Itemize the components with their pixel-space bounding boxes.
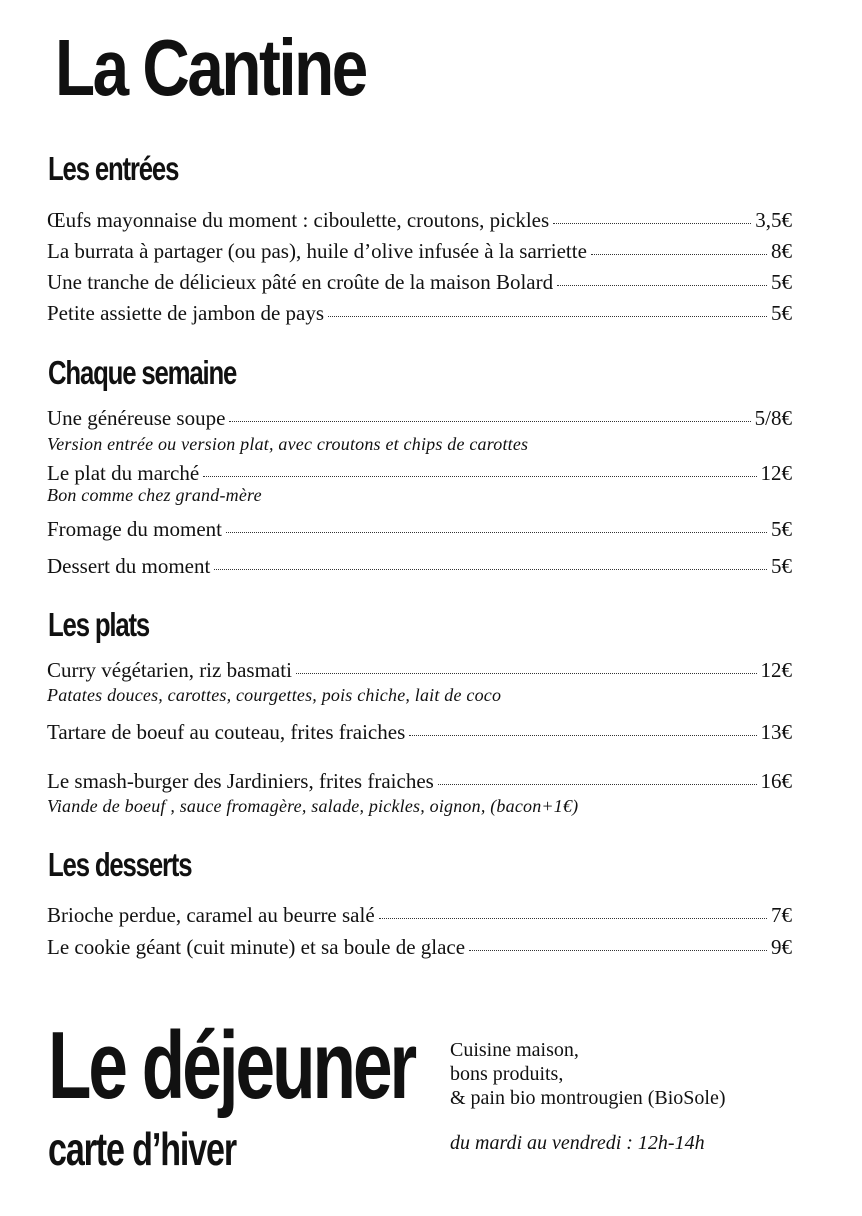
menu-item-soupe bbox=[47, 408, 792, 429]
item-price: 12€ bbox=[760, 658, 792, 682]
item-price: 13€ bbox=[760, 720, 792, 744]
dot-leader bbox=[296, 673, 757, 674]
info-line: & pain bio montrougien (BioSole) bbox=[450, 1087, 726, 1109]
item-name: Le cookie géant (cuit minute) et sa boule de glace bbox=[47, 935, 466, 959]
menu-item-oeufs bbox=[47, 210, 792, 231]
item-name: Dessert du moment bbox=[47, 554, 211, 578]
dot-leader bbox=[553, 223, 751, 224]
item-price: 8€ bbox=[771, 239, 792, 263]
item-price: 5€ bbox=[771, 301, 792, 325]
dot-leader bbox=[438, 784, 757, 785]
dot-leader bbox=[379, 918, 767, 919]
dot-leader bbox=[203, 476, 756, 477]
item-name: Le plat du marché bbox=[47, 461, 200, 485]
dot-leader bbox=[557, 285, 767, 286]
menu-item-fromage bbox=[47, 519, 792, 540]
section-title-semaine: Chaque semaine bbox=[48, 354, 237, 391]
menu-item-pate bbox=[47, 272, 792, 293]
menu-item-jambon bbox=[47, 303, 792, 324]
footer-title: Le déjeuner bbox=[48, 1012, 415, 1119]
menu-item-smash-burger bbox=[47, 771, 792, 792]
item-name: Brioche perdue, caramel au beurre salé bbox=[47, 903, 375, 927]
item-name: Le smash-burger des Jardiniers, frites fraiches bbox=[47, 769, 434, 793]
item-name: Fromage du moment bbox=[47, 517, 222, 541]
item-price: 9€ bbox=[771, 935, 792, 959]
dot-leader bbox=[469, 950, 767, 951]
menu-item-plat-du-marche bbox=[47, 463, 792, 484]
dot-leader bbox=[591, 254, 767, 255]
item-note-curry: Patates douces, carottes, courgettes, pois chiche, lait de coco bbox=[47, 685, 502, 705]
item-price: 16€ bbox=[760, 769, 792, 793]
dot-leader bbox=[409, 735, 756, 736]
section-title-desserts: Les desserts bbox=[48, 846, 192, 883]
footer-info bbox=[450, 1038, 726, 1110]
item-name: Petite assiette de jambon de pays bbox=[47, 301, 325, 325]
footer-subtitle: carte d’hiver bbox=[48, 1123, 237, 1175]
item-price: 5€ bbox=[771, 517, 792, 541]
item-note-smash-burger: Viande de boeuf , sauce fromagère, salade, pickles, oignon, (bacon+1€) bbox=[47, 796, 579, 816]
item-name: La burrata à partager (ou pas), huile d’olive infusée à la sarriette bbox=[47, 239, 587, 263]
item-name: Une tranche de délicieux pâté en croûte de la maison Bolard bbox=[47, 270, 554, 294]
item-price: 7€ bbox=[771, 903, 792, 927]
section-title-plats: Les plats bbox=[48, 606, 150, 643]
menu-item-burrata bbox=[47, 241, 792, 262]
menu-item-cookie bbox=[47, 937, 792, 958]
item-name: Curry végétarien, riz basmati bbox=[47, 658, 292, 682]
item-price: 3,5€ bbox=[755, 208, 792, 232]
item-price: 5/8€ bbox=[754, 406, 792, 430]
item-price: 5€ bbox=[771, 270, 792, 294]
item-note-plat-du-marche: Bon comme chez grand-mère bbox=[47, 485, 262, 505]
item-name: Tartare de boeuf au couteau, frites fraiches bbox=[47, 720, 406, 744]
menu-item-curry bbox=[47, 660, 792, 681]
item-name: Une généreuse soupe bbox=[47, 406, 226, 430]
dot-leader bbox=[328, 316, 767, 317]
item-name: Œufs mayonnaise du moment : ciboulette, croutons, pickles bbox=[47, 208, 550, 232]
dot-leader bbox=[229, 421, 750, 422]
info-line: bons produits, bbox=[450, 1063, 564, 1085]
item-note-soupe: Version entrée ou version plat, avec croutons et chips de carottes bbox=[47, 434, 529, 454]
dot-leader bbox=[214, 569, 767, 570]
opening-hours: du mardi au vendredi : 12h-14h bbox=[450, 1132, 705, 1154]
menu-item-dessert-du-moment bbox=[47, 556, 792, 577]
info-line: Cuisine maison, bbox=[450, 1039, 579, 1061]
item-price: 12€ bbox=[760, 461, 792, 485]
menu-item-tartare bbox=[47, 722, 792, 743]
item-price: 5€ bbox=[771, 554, 792, 578]
dot-leader bbox=[226, 532, 767, 533]
section-title-entrees: Les entrées bbox=[48, 150, 179, 187]
restaurant-name: La Cantine bbox=[55, 23, 366, 112]
menu-item-brioche bbox=[47, 905, 792, 926]
